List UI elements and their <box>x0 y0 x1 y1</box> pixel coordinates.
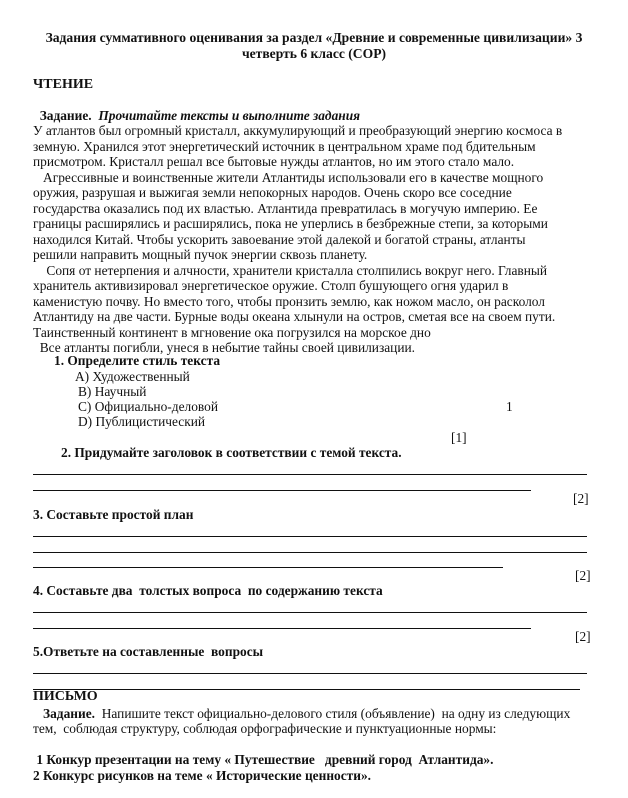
passage-line: Сопя от нетерпения и алчности, хранители кристалла столпились вокруг него. Главный <box>33 262 548 278</box>
q1-option-a: A) Художественный <box>75 369 190 384</box>
answer-line[interactable] <box>33 474 587 475</box>
q2-score: [2] <box>573 491 589 506</box>
writing-topic-2: 2 Конкурс рисунков на теме « Исторические ценности». <box>33 768 372 783</box>
q1-score: [1] <box>451 430 467 445</box>
reading-task <box>33 93 360 123</box>
passage-line: государства оказались под их властью. Атлантида превратилась в могучую империю. Ее <box>33 200 538 216</box>
answer-line[interactable] <box>33 536 587 537</box>
passage-line: оружия, разрушая и выжигая земли непокорных народов. Очень скоро все соседние <box>33 185 512 200</box>
passage-line: У атлантов был огромный кристалл, аккумулирующий и преобразующий энергию космоса в <box>33 123 563 138</box>
question-2: 2. Придумайте заголовок в соответствии с темой текста. <box>61 445 402 460</box>
answer-line[interactable] <box>33 673 587 674</box>
q1-option-c: C) Официально-деловой <box>78 399 218 414</box>
writing-task-label: Задание. <box>43 706 96 721</box>
reading-task-label: Задание. <box>39 108 92 123</box>
passage-line: Агрессивные и воинственные жители Атлантиды использовали его в качестве мощного <box>33 169 544 185</box>
answer-line[interactable] <box>33 689 580 690</box>
question-1: 1. Определите стиль текста <box>54 353 221 368</box>
document-title-line-2: четверть 6 класс (СОР) <box>241 46 387 61</box>
passage-line: Атлантиду на две части. Бурные воды океана хлынули на остров, сметая все на своем пути. <box>33 309 556 324</box>
answer-line[interactable] <box>33 490 531 491</box>
passage-line: решили направить мощный пучок энергии сквозь планету. <box>33 247 368 262</box>
writing-topic-1: 1 Конкур презентации на тему « Путешествие древний город Атлантида». <box>33 752 494 767</box>
question-3: 3. Составьте простой план <box>33 507 194 522</box>
writing-task-text-1: Напишите текст официально-делового стиля (объявление) на одну из следующих <box>101 706 571 721</box>
writing-heading: ПИСЬМО <box>33 689 98 704</box>
writing-task-line-1 <box>33 706 570 721</box>
passage-line: присмотром. Кристалл решал все бытовые нужды атлантов, но им этого стало мало. <box>33 154 515 169</box>
passage-line: земную. Хранился этот энергетический источник в центральном храме под бдительным <box>33 138 536 154</box>
passage-line: границы расширялись и расширялись, пока не уперлись в безбрежные степи, за которыми <box>33 216 548 231</box>
passage-line: находился Китай. Чтобы ускорить завоевание этой далекой и богатой страны, атланты <box>33 231 526 247</box>
q1-option-b: B) Научный <box>78 384 147 399</box>
question-5: 5.Ответьте на составленные вопросы <box>33 644 264 659</box>
answer-line[interactable] <box>33 628 531 629</box>
passage-line: Таинственный континент в мгновение ока погрузился на морское дно <box>33 324 431 340</box>
document-title-line-1: Задания суммативного оценивания за раздел «Древние и современные цивилизации» 3 <box>45 30 583 45</box>
answer-line[interactable] <box>33 552 587 553</box>
q3-score: [2] <box>575 568 591 583</box>
q1-side-mark: 1 <box>506 399 513 414</box>
passage-line: хранитель активизировал энергетическое оружие. Столп бушующего огня ударил в <box>33 278 509 293</box>
passage-line: каменистую почву. Но вместо того, чтобы пронзить землю, как ножом масло, он расколол <box>33 293 545 309</box>
question-4: 4. Составьте два толстых вопроса по содержанию текста <box>33 583 383 598</box>
answer-line[interactable] <box>33 612 587 613</box>
writing-task-line-2: тем, соблюдая структуру, соблюдая орфографические и пунктуационные нормы: <box>33 721 497 736</box>
q4-score: [2] <box>575 629 591 644</box>
reading-task-text: Прочитайте тексты и выполните задания <box>98 108 361 123</box>
passage-line: Все атланты погибли, унеся в небытие тайны своей цивилизации. <box>33 340 416 355</box>
reading-heading: ЧТЕНИЕ <box>33 77 94 92</box>
q1-option-d: D) Публицистический <box>78 414 206 429</box>
answer-line[interactable] <box>33 567 503 568</box>
